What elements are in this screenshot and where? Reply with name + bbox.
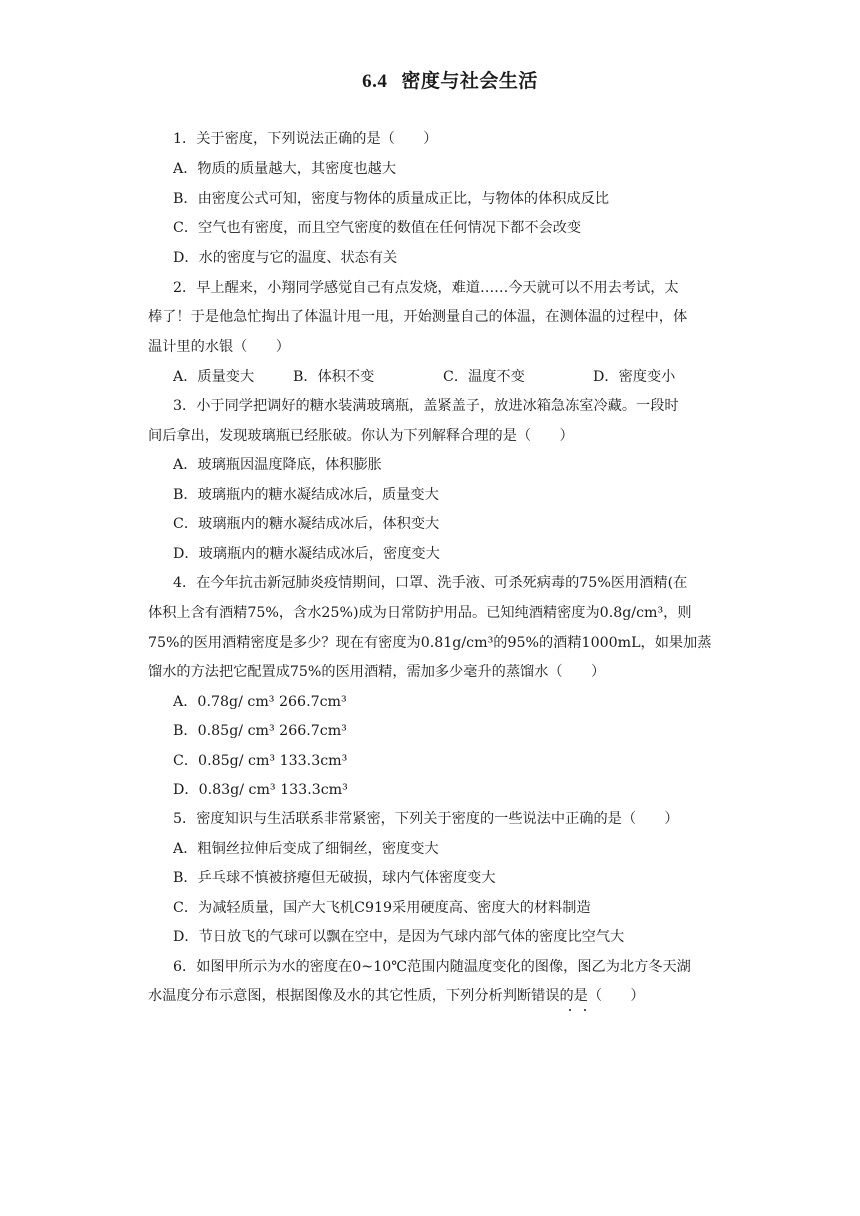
- question-4-option-c: C．0.85g/ cm³ 133.3cm³: [173, 753, 348, 769]
- question-4-line-1: 4．在今年抗击新冠肺炎疫情期间，口罩、洗手液、可杀死病毒的75%医用酒精(在: [173, 575, 688, 591]
- question-4-line-2: 体积上含有酒精75%，含水25%)成为日常防护用品。已知纯酒精密度为0.8g/cm³，则: [148, 605, 692, 621]
- question-5-stem: 5．密度知识与生活联系非常紧密，下列关于密度的一些说法中正确的是（ ）: [173, 811, 679, 827]
- question-3-line-1: 3．小于同学把调好的糖水装满玻璃瓶，盖紧盖子，放进冰箱急冻室冷藏。一段时: [173, 398, 679, 414]
- question-3-option-a: A．玻璃瓶因温度降底，体积膨胀: [173, 457, 382, 473]
- question-5-option-b: B．乒乓球不慎被挤瘪但无破损，球内气体密度变大: [173, 870, 496, 886]
- question-2-option-a: A．质量变大: [173, 369, 255, 385]
- page-title: [0, 66, 860, 93]
- question-3-line-2: 间后拿出，发现玻璃瓶已经胀破。你认为下列解释合理的是（ ）: [148, 428, 574, 444]
- emphasis-dots: [563, 1009, 593, 1013]
- question-2-option-c: C．温度不变: [443, 369, 525, 385]
- question-2-option-b: B．体积不变: [293, 369, 375, 385]
- question-4-option-a: A．0.78g/ cm³ 266.7cm³: [173, 694, 347, 710]
- question-4-option-b: B．0.85g/ cm³ 266.7cm³: [173, 723, 347, 739]
- question-2-line-1: 2．早上醒来，小翔同学感觉自己有点发烧，难道……今天就可以不用去考试，太: [173, 280, 679, 296]
- question-3-option-b: B．玻璃瓶内的糖水凝结成冰后，质量变大: [173, 487, 439, 503]
- section-number: 6.4: [362, 71, 388, 92]
- question-2-line-2: 棒了！于是他急忙掏出了体温计甩一甩，开始测量自己的体温，在测体温的过程中，体: [148, 309, 688, 325]
- question-2-line-3: 温计里的水银（ ）: [148, 339, 290, 355]
- question-6-line-2: 水温度分布示意图，根据图像及水的其它性质，下列分析判断错误的是（ ）: [148, 988, 645, 1004]
- question-1-option-a: A．物质的质量越大，其密度也越大: [173, 161, 397, 177]
- question-3-option-d: D．玻璃瓶内的糖水凝结成冰后，密度变大: [173, 546, 440, 562]
- question-1-stem: 1．关于密度，下列说法正确的是（ ）: [173, 131, 438, 147]
- section-title: 密度与社会生活: [401, 70, 538, 92]
- question-1-option-b: B．由密度公式可知，密度与物体的质量成正比，与物体的体积成反比: [173, 191, 610, 207]
- question-5-option-d: D．节日放飞的气球可以飘在空中，是因为气球内部气体的密度比空气大: [173, 929, 625, 945]
- question-1-option-d: D．水的密度与它的温度、状态有关: [173, 250, 398, 266]
- question-3-option-c: C．玻璃瓶内的糖水凝结成冰后，体积变大: [173, 516, 440, 532]
- question-4-line-3: 75%的医用酒精密度是多少？现在有密度为0.81g/cm³的95%的酒精1000mL，如果加蒸: [148, 635, 712, 651]
- question-5-option-c: C．为减轻质量，国产大飞机C919采用硬度高、密度大的材料制造: [173, 900, 591, 916]
- question-4-option-d: D．0.83g/ cm³ 133.3cm³: [173, 782, 348, 798]
- question-6-line-1: 6．如图甲所示为水的密度在0~10℃范围内随温度变化的图像，图乙为北方冬天湖: [173, 959, 691, 975]
- question-1-option-c: C．空气也有密度，而且空气密度的数值在任何情况下都不会改变: [173, 220, 582, 236]
- question-2-option-d: D．密度变小: [593, 369, 676, 385]
- question-4-line-4: 馏水的方法把它配置成75%的医用酒精，需加多少毫升的蒸馏水（ ）: [148, 664, 606, 680]
- question-2-options: [173, 367, 741, 387]
- question-5-option-a: A．粗铜丝拉伸后变成了细铜丝，密度变大: [173, 841, 439, 857]
